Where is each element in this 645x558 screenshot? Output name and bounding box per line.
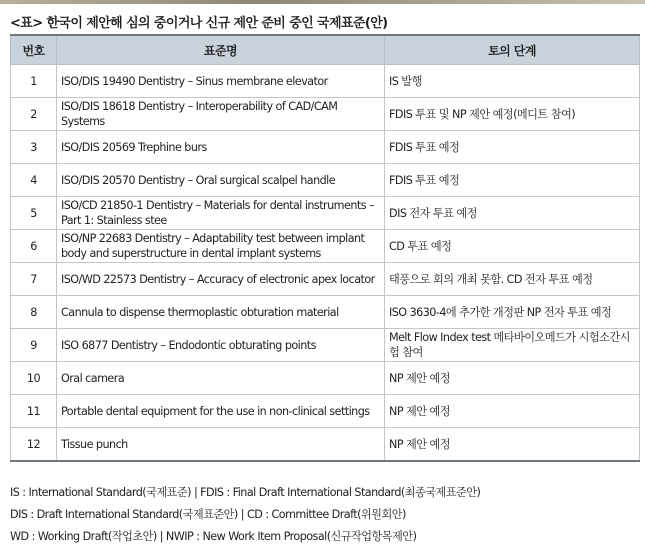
discussion-stage-cell: FDIS 투표 예정 — [385, 164, 640, 197]
discussion-stage-cell: NP 제안 예정 — [385, 395, 640, 428]
standard-name-cell: ISO/DIS 20570 Dentistry – Oral surgical scalpel handle — [57, 164, 385, 197]
table-row — [11, 164, 640, 197]
table-row — [11, 428, 640, 462]
header-discussion-stage: 토의 단계 — [385, 35, 640, 65]
note-line: DIS : Draft International Standard(국제표준안) | CD : Committee Draft(위원회안) — [10, 508, 406, 521]
standards-table — [10, 34, 640, 462]
discussion-stage-cell: NP 제안 예정 — [385, 362, 640, 395]
row-number: 11 — [11, 395, 57, 428]
discussion-stage-cell: FDIS 투표 예정 — [385, 131, 640, 164]
table-row — [11, 98, 640, 131]
table-row — [11, 197, 640, 230]
discussion-stage-cell: IS 발행 — [385, 65, 640, 98]
row-number: 4 — [11, 164, 57, 197]
header-standard-name: 표준명 — [57, 35, 385, 65]
table-row — [11, 329, 640, 362]
standard-name-cell: Cannula to dispense thermoplastic obturation material — [57, 296, 385, 329]
table-row — [11, 230, 640, 263]
discussion-stage-cell: CD 투표 예정 — [385, 230, 640, 263]
note-line: WD : Working Draft(작업초안) | NWIP : New Work Item Proposal(신규작업항목제안) — [10, 530, 417, 543]
standard-name-cell: ISO/DIS 18618 Dentistry – Interoperability of CAD/CAM Systems — [57, 98, 385, 131]
note-line: IS : International Standard(국제표준) | FDIS : Final Draft International Standard(최종국제표준안) — [10, 486, 481, 499]
table-body — [11, 65, 640, 462]
header-number: 번호 — [11, 35, 57, 65]
standard-name-cell: ISO/DIS 20569 Trephine burs — [57, 131, 385, 164]
top-decorative-bar — [0, 0, 645, 4]
table-row — [11, 296, 640, 329]
row-number: 8 — [11, 296, 57, 329]
standard-name-cell: ISO/CD 21850-1 Dentistry – Materials for dental instruments – Part 1: Stainless stee — [57, 197, 385, 230]
discussion-stage-cell: DIS 전자 투표 예정 — [385, 197, 640, 230]
header-row — [11, 35, 640, 65]
row-number: 10 — [11, 362, 57, 395]
standard-name-cell: ISO/WD 22573 Dentistry – Accuracy of electronic apex locator — [57, 263, 385, 296]
table-row — [11, 65, 640, 98]
row-number: 3 — [11, 131, 57, 164]
discussion-stage-cell: 태풍으로 회의 개최 못함. CD 전자 투표 예정 — [385, 263, 640, 296]
discussion-stage-cell: Melt Flow Index test 메타바이오메드가 시험소간시험 참여 — [385, 329, 640, 362]
row-number: 2 — [11, 98, 57, 131]
standard-name-cell: Oral camera — [57, 362, 385, 395]
row-number: 9 — [11, 329, 57, 362]
table-row — [11, 362, 640, 395]
row-number: 6 — [11, 230, 57, 263]
standard-name-cell: ISO/DIS 19490 Dentistry – Sinus membrane elevator — [57, 65, 385, 98]
row-number: 7 — [11, 263, 57, 296]
standard-name-cell: Tissue punch — [57, 428, 385, 462]
row-number: 1 — [11, 65, 57, 98]
discussion-stage-cell: FDIS 투표 및 NP 제안 예정(메디트 참여) — [385, 98, 640, 131]
discussion-stage-cell: NP 제안 예정 — [385, 428, 640, 462]
row-number: 12 — [11, 428, 57, 462]
standard-name-cell: ISO 6877 Dentistry – Endodontic obturating points — [57, 329, 385, 362]
standard-name-cell: Portable dental equipment for the use in non-clinical settings — [57, 395, 385, 428]
table-row — [11, 395, 640, 428]
discussion-stage-cell: ISO 3630-4에 추가한 개정판 NP 전자 투표 예정 — [385, 296, 640, 329]
table-caption: <표> 한국이 제안해 심의 중이거나 신규 제안 준비 중인 국제표준(안) — [10, 16, 388, 31]
row-number: 5 — [11, 197, 57, 230]
abbreviation-notes — [10, 482, 480, 548]
standard-name-cell: ISO/NP 22683 Dentistry – Adaptability test between implant body and superstructure in dental implant systems — [57, 230, 385, 263]
table-row — [11, 131, 640, 164]
table-row — [11, 263, 640, 296]
